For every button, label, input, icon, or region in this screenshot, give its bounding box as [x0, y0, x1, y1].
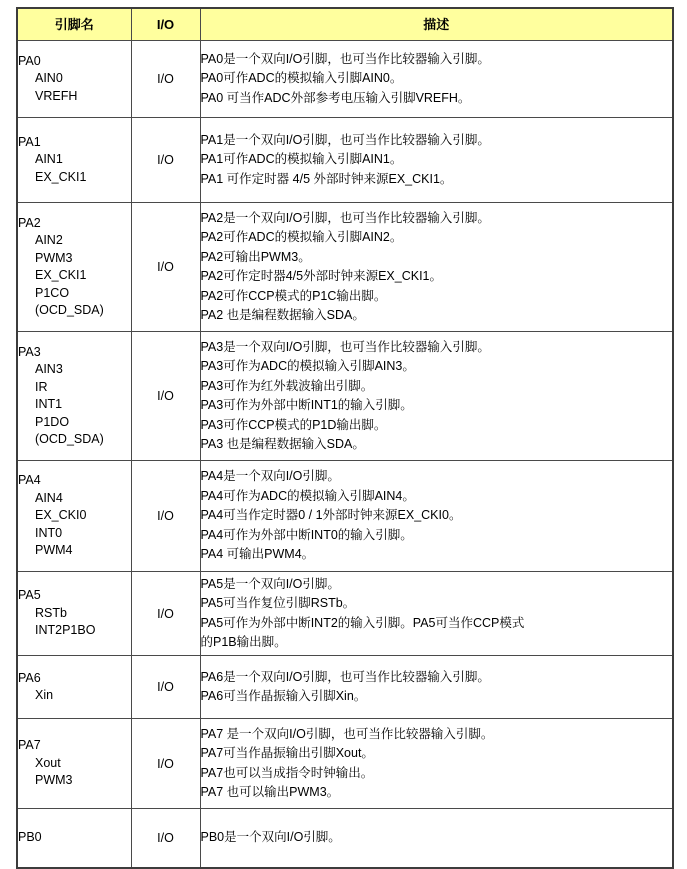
- pin-alt-function: VREFH: [35, 88, 78, 103]
- column-header-io: I/O: [131, 8, 200, 41]
- table-header-row: [17, 8, 673, 41]
- description-line: PA0是一个双向I/O引脚，也可当作比较器输入引脚。: [200, 51, 490, 66]
- pin-alt-function: P1CO: [35, 285, 70, 300]
- description-line: PA4可作为外部中断INT0的输入引脚。: [200, 527, 413, 542]
- pin-alt-function: PWM3: [35, 773, 73, 788]
- pin-name: PA7: [18, 738, 41, 753]
- description-line: PA1 可作定时器 4/5 外部时钟来源EX_CKI1。: [200, 171, 453, 186]
- pin-alt-function: AIN4: [35, 490, 63, 505]
- pin-alt-function: INT2P1BO: [35, 623, 96, 638]
- io-cell: I/O: [131, 332, 200, 461]
- pin-alt-function: INT1: [35, 397, 63, 411]
- description-line: PA2是一个双向I/O引脚，也可当作比较器输入引脚。: [200, 210, 490, 225]
- description-cell: [200, 572, 673, 656]
- pin-name: PA0: [18, 53, 41, 68]
- pin-name: PA3: [18, 344, 41, 359]
- description-line: PA2可作ADC的模拟输入引脚AIN2。: [200, 230, 403, 244]
- description-line: PA4可当作定时器0 / 1外部时钟来源EX_CKI0。: [200, 508, 462, 523]
- pin-alt-function: PWM4: [35, 543, 73, 558]
- table-row: [17, 461, 673, 572]
- pin-name-cell: [17, 461, 131, 572]
- pin-name-cell: [17, 332, 131, 461]
- pin-name-cell: [17, 118, 131, 203]
- description-line: PA4是一个双向I/O引脚。: [200, 469, 340, 484]
- column-header-pin-name: 引脚名: [17, 8, 131, 41]
- pin-alt-function: INT0: [35, 525, 63, 540]
- description-line: PA3可作为外部中断INT1的输入引脚。: [200, 398, 413, 412]
- description-line: PA2可作CCP模式的P1C输出脚。: [200, 288, 387, 303]
- description-line: PA1是一个双向I/O引脚，也可当作比较器输入引脚。: [200, 132, 490, 147]
- pin-alt-function: AIN2: [35, 233, 63, 247]
- pin-name: PB0: [18, 830, 42, 845]
- io-cell: I/O: [131, 719, 200, 809]
- description-line: PA1可作ADC的模拟输入引脚AIN1。: [200, 152, 403, 167]
- description-line: PA3可作CCP模式的P1D输出脚。: [200, 417, 387, 432]
- pin-alt-function: IR: [35, 379, 48, 394]
- pin-alt-function: (OCD_SDA): [35, 432, 104, 446]
- description-cell: [200, 118, 673, 203]
- io-cell: I/O: [131, 203, 200, 332]
- pin-name-cell: [17, 656, 131, 719]
- pin-alt-function: AIN1: [35, 152, 63, 167]
- table-row: [17, 809, 673, 869]
- description-line: PA3是一个双向I/O引脚，也可当作比较器输入引脚。: [200, 339, 490, 354]
- pin-alt-function: EX_CKI1: [35, 169, 87, 184]
- description-cell: [200, 461, 673, 572]
- description-line: PA2可输出PWM3。: [200, 249, 311, 264]
- description-line: PA2 也是编程数据输入SDA。: [200, 308, 365, 322]
- io-cell: I/O: [131, 41, 200, 118]
- description-line: PA7也可以当成指令时钟输出。: [200, 765, 374, 780]
- description-line: PA6是一个双向I/O引脚，也可当作比较器输入引脚。: [200, 669, 490, 684]
- pin-name-cell: [17, 719, 131, 809]
- table-body: [17, 41, 673, 869]
- pin-alt-function: Xin: [35, 688, 54, 702]
- pin-name: PA4: [18, 473, 41, 488]
- pin-alt-function: P1DO: [35, 414, 70, 429]
- pin-alt-function: RSTb: [35, 605, 67, 620]
- table-row: [17, 41, 673, 118]
- description-cell: [200, 656, 673, 719]
- description-line: PA4 可输出PWM4。: [200, 547, 315, 562]
- description-cell: [200, 203, 673, 332]
- description-line: PA7可当作晶振输出引脚Xout。: [200, 746, 374, 760]
- pin-name: PA1: [18, 134, 41, 149]
- description-line: PA6可当作晶振输入引脚Xin。: [200, 689, 367, 703]
- pin-description-table: [16, 7, 674, 869]
- pin-name: PA5: [18, 588, 41, 603]
- description-line: PA7 也可以输出PWM3。: [200, 785, 340, 799]
- description-line: PA5可当作复位引脚RSTb。: [200, 596, 356, 610]
- description-line: PA0 可当作ADC外部参考电压输入引脚VREFH。: [200, 90, 471, 105]
- description-line: 的P1B输出脚。: [200, 635, 287, 649]
- table-row: [17, 332, 673, 461]
- pin-name: PA2: [18, 215, 41, 230]
- description-cell: [200, 332, 673, 461]
- description-line: PB0是一个双向I/O引脚。: [200, 830, 341, 845]
- pin-alt-function: PWM3: [35, 250, 73, 265]
- description-line: PA3可作为ADC的模拟输入引脚AIN3。: [200, 359, 415, 373]
- description-line: PA3 也是编程数据输入SDA。: [200, 437, 365, 451]
- description-line: PA5可作为外部中断INT2的输入引脚。PA5可当作CCP模式: [200, 615, 525, 630]
- description-cell: [200, 809, 673, 869]
- pin-alt-function: Xout: [35, 755, 61, 770]
- table-row: [17, 572, 673, 656]
- description-line: PA2可作定时器4/5外部时钟来源EX_CKI1。: [200, 269, 442, 283]
- pin-name-cell: [17, 41, 131, 118]
- description-cell: [200, 41, 673, 118]
- io-cell: I/O: [131, 118, 200, 203]
- pin-alt-function: AIN0: [35, 71, 63, 86]
- table-row: [17, 656, 673, 719]
- column-header-description: 描述: [200, 8, 673, 41]
- pin-alt-function: EX_CKI1: [35, 268, 87, 282]
- table-row: [17, 118, 673, 203]
- pin-name: PA6: [18, 670, 41, 685]
- description-line: PA0可作ADC的模拟输入引脚AIN0。: [200, 71, 403, 86]
- description-line: PA5是一个双向I/O引脚。: [200, 576, 340, 591]
- table-header: [17, 8, 673, 41]
- description-line: PA7 是一个双向I/O引脚，也可当作比较器输入引脚。: [200, 726, 494, 741]
- pin-alt-function: EX_CKI0: [35, 508, 87, 523]
- io-cell: I/O: [131, 572, 200, 656]
- description-line: PA4可作为ADC的模拟输入引脚AIN4。: [200, 488, 415, 503]
- pin-alt-function: AIN3: [35, 362, 63, 376]
- description-line: PA3可作为红外载波输出引脚。: [200, 378, 374, 393]
- pin-name-cell: [17, 809, 131, 869]
- io-cell: I/O: [131, 809, 200, 869]
- pin-name-cell: [17, 572, 131, 656]
- description-cell: [200, 719, 673, 809]
- table-row: [17, 719, 673, 809]
- pin-alt-function: (OCD_SDA): [35, 303, 104, 317]
- table-row: [17, 203, 673, 332]
- io-cell: I/O: [131, 461, 200, 572]
- io-cell: I/O: [131, 656, 200, 719]
- pin-name-cell: [17, 203, 131, 332]
